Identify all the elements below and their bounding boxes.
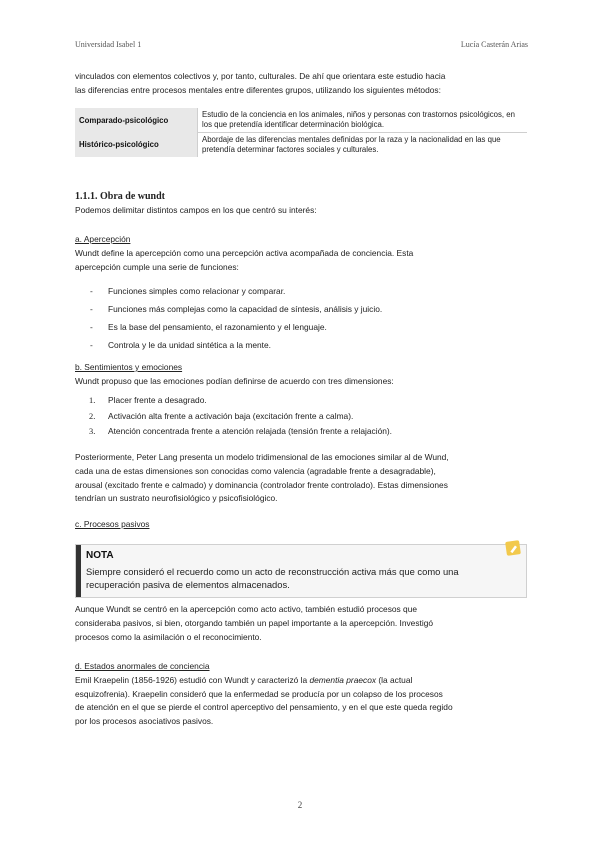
paragraph-line: Posteriormente, Peter Lang presenta un modelo tridimensional de las emociones similar al de Wund, — [75, 452, 449, 462]
table-row — [75, 108, 527, 133]
paragraph-line: Aunque Wundt se centró en la apercepción como acto activo, también estudió procesos que — [75, 604, 418, 614]
list-item: 3. Atención concentrada frente a atención relajada (tensión frente a relajación). — [89, 426, 392, 436]
list-item: - Es la base del pensamiento, el razonamiento y el lenguaje. — [90, 322, 327, 332]
list-item: - Funciones más complejas como la capacidad de síntesis, análisis y juicio. — [90, 304, 383, 314]
pasivos-heading-block — [75, 518, 527, 532]
method-name: Histórico-psicológico — [79, 140, 159, 150]
paragraph-line: cada una de estas dimensiones son conocidas como valencia (agradable frente a desagradable), — [75, 465, 436, 476]
nota-accent-bar — [76, 545, 81, 597]
sentimientos-list — [75, 393, 527, 440]
lang-paragraph — [75, 451, 527, 506]
apercepcion-block — [75, 233, 527, 274]
section-title: 1.1.1. Obra de wundt — [75, 191, 166, 202]
table-row — [75, 133, 527, 158]
apercepcion-heading: a. Apercepción — [75, 234, 131, 244]
apercepcion-bullets — [75, 282, 527, 354]
intro-paragraph — [75, 70, 527, 98]
intro-line: vinculados con elementos colectivos y, por tanto, culturales. De ahí que orientara este estudio hacia — [75, 71, 446, 81]
list-item: - Funciones simples como relacionar y comparar. — [90, 286, 286, 296]
list-item: 1. Placer frente a desagrado. — [89, 395, 207, 405]
paragraph-line: consideraba pasivos, si bien, otorgando también un papel importante a la apercepción. Investigó — [75, 617, 434, 628]
methods-table — [75, 108, 527, 157]
apercepcion-line: Wundt define la apercepción como una percepción activa acompañada de conciencia. Esta — [75, 247, 414, 258]
pasivos-paragraph — [75, 603, 527, 644]
paragraph-line: procesos como la asimilación o el reconocimiento. — [75, 631, 262, 642]
sentimientos-line: Wundt propuso que las emociones podían definirse de acuerdo con tres dimensiones: — [75, 375, 394, 386]
paragraph-line: esquizofrenia). Kraepelin consideró que la enfermedad se producía por un colapso de los procesos — [75, 688, 443, 699]
nota-text: Siempre consideró el recuerdo como un acto de reconstrucción activa más que como una recuperación pasiva de elementos almacenados. — [86, 566, 459, 590]
header-left: Universidad Isabel 1 — [75, 40, 142, 49]
section-intro: Podemos delimitar distintos campos en los que centró su interés: — [75, 204, 317, 215]
paragraph-line: de atención en el que se pierde el control aperceptivo del pensamiento, y en el que este queda regido — [75, 702, 453, 713]
anormales-block — [75, 660, 527, 729]
method-name: Comparado-psicológico — [79, 115, 169, 125]
sentimientos-block — [75, 361, 527, 389]
method-description: Estudio de la conciencia en los animales, niños y personas con trastornos psicológicos, en los que pretendía identificar determinación biológica. — [198, 108, 528, 133]
list-item: - Controla y le da unidad sintética a la mente. — [90, 340, 271, 350]
note-icon — [505, 540, 521, 556]
list-item: 2. Activación alta frente a activación baja (excitación frente a calma). — [89, 410, 354, 421]
paragraph-line: arousal (excitado frente e calmado) y dominancia (controlador frente controlado). Estas dimensiones — [75, 479, 448, 490]
apercepcion-line: apercepción cumple una serie de funciones: — [75, 261, 239, 272]
paragraph-line: por los procesos asociativos pasivos. — [75, 716, 214, 727]
anormales-heading: d. Estados anormales de conciencia — [75, 661, 210, 671]
sentimientos-heading: b. Sentimientos y emociones — [75, 362, 183, 372]
intro-line: las diferencias entre procesos mentales entre diferentes grupos, utilizando los siguientes métodos: — [75, 84, 441, 95]
page-number: 2 — [297, 800, 303, 810]
nota-title: NOTA — [86, 550, 114, 561]
pasivos-heading: c. Procesos pasivos — [75, 519, 150, 529]
section-wundt — [75, 190, 527, 218]
header-right: Lucía Casterán Arias — [460, 40, 528, 49]
paragraph-line: Emil Kraepelin (1856-1926) estudió con Wundt y caracterizó la dementia praecox (la actual — [75, 674, 413, 685]
nota-callout — [75, 544, 527, 598]
paragraph-line: tendrían un sustrato neurofisiológico y psicofisiológico. — [75, 493, 278, 504]
method-description: Abordaje de las diferencias mentales definidas por la raza y la nacionalidad en las que pretendía determinar factores sociales y culturales. — [198, 133, 528, 158]
